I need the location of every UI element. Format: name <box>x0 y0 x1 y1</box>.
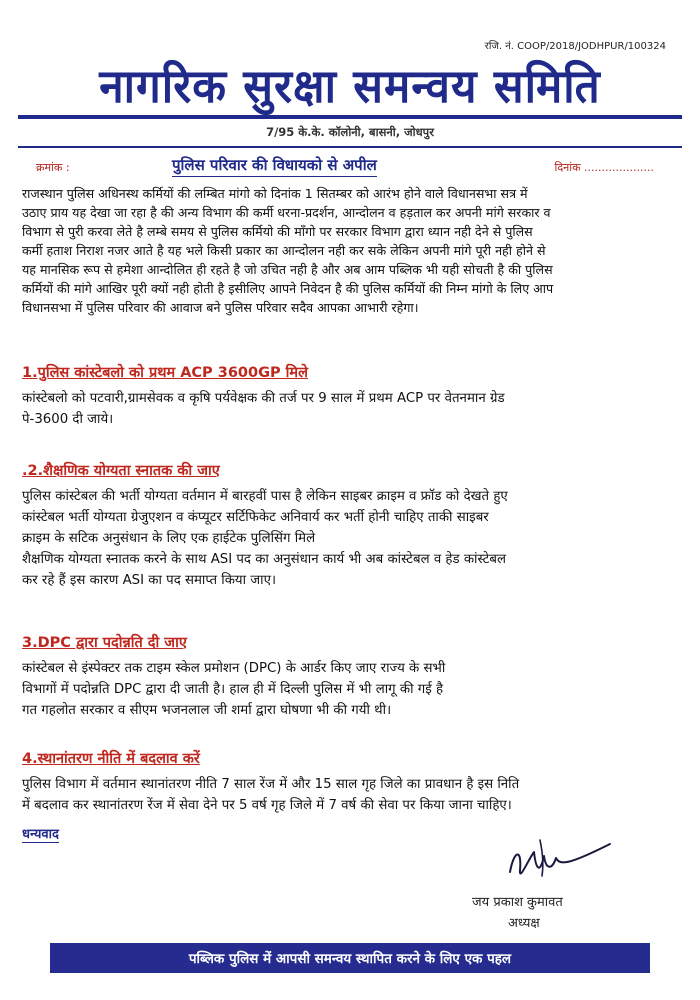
intro-line: विभाग से पुरी करवा लेते है लम्बे समय से पुलिस कर्मियो की माँगो पर सरकार विभाग द्वारा ध्यान नही देने से पुलिस <box>22 224 533 239</box>
footer-banner <box>50 943 650 973</box>
signer-title: अध्यक्ष <box>508 916 540 931</box>
demand-line: विभागों में पदोन्नति DPC द्वारा दी जाती है। हाल ही में दिल्ली पुलिस में भी लागू की गई है <box>22 682 444 697</box>
header-divider <box>18 115 682 119</box>
demand-line: गत गहलोत सरकार व सीएम भजनलाल जी शर्मा द्वारा घोषणा भी की गयी थी। <box>22 703 392 718</box>
demand-heading: 4.स्थानांतरण नीति में बदलाव करें <box>22 751 200 767</box>
demand-body <box>22 774 682 816</box>
demand-body <box>22 486 682 591</box>
footer-text: पब्लिक पुलिस में आपसी समन्वय स्थापित करने के लिए एक पहल <box>188 951 512 967</box>
demand-section-2 <box>22 460 682 591</box>
signature-icon <box>500 830 620 890</box>
intro-line: राजस्थान पुलिस अधिनस्थ कर्मियों की लम्बित मांगो को दिनांक 1 सितम्बर को आरंभ होने वाले विधानसभा सत्र में <box>22 186 528 201</box>
intro-paragraph <box>22 184 680 317</box>
demand-heading: .2.शैक्षणिक योग्यता स्नातक की जाए <box>22 463 220 479</box>
demand-line: कांस्टेबलो को पटवारी,ग्रामसेवक व कृषि पर्यवेक्षक की तर्ज पर 9 साल में प्रथम ACP पर वेतनमान ग्रेड <box>22 391 505 406</box>
organization-address: 7/95 के.के. कॉलोनी, बासनी, जोधपुर <box>266 125 434 139</box>
demand-section-1 <box>22 362 682 430</box>
intro-line: कर्मी हताश निराश नजर आते है यह भले किसी प्रकार का आन्दोलन नही कर सके लेकिन अपनी मांगे पूरी नही होने से <box>22 243 546 258</box>
intro-line: कर्मियों की मांगे आखिर पूरी क्यों नही होती है इसीलिए आपने निवेदन है की पुलिस कर्मियों की निम्न मांगो के लिए आप <box>22 281 554 296</box>
organization-name: नागरिक सुरक्षा समन्वय समिति <box>99 59 601 114</box>
date-label: दिनांक .................... <box>554 161 654 174</box>
demand-body <box>22 658 682 721</box>
demand-heading: 3.DPC द्वारा पदोन्नति दी जाए <box>22 635 187 651</box>
registration-number: रजि. नं. COOP/2018/JODHPUR/100324 <box>484 41 666 52</box>
demand-heading: 1.पुलिस कांस्टेबलो को प्रथम ACP 3600GP मिले <box>22 365 308 381</box>
intro-line: यह मानसिक रूप से हमेशा आन्दोलित ही रहते है जो उचित नही है और अब आम पब्लिक भी यही सोचती है की पुलिस <box>22 262 553 277</box>
intro-line: उठाए प्राय यह देखा जा रहा है की अन्य विभाग की कर्मी धरना-प्रदर्शन, आन्दोलन व हड़ताल कर अपनी मांगे सरकार व <box>22 205 551 220</box>
intro-line: विधानसभा में पुलिस परिवार की आवाज बने पुलिस परिवार सदैव आपका आभारी रहेगा। <box>22 300 419 315</box>
demand-section-3 <box>22 632 682 721</box>
reference-number-label: क्रमांक : <box>36 161 70 174</box>
signer-name: जय प्रकाश कुमावत <box>472 895 563 910</box>
demand-line: क्राइम के सटिक अनुसंधान के लिए एक हाईटेक पुलिसिंग मिले <box>22 531 316 546</box>
demand-line: शैक्षणिक योग्यता स्नातक करने के साथ ASI पद का अनुसंधान कार्य भी अब कांस्टेबल व हेड कांस्टेबल <box>22 552 506 567</box>
demand-line: कांस्टेबल से इंस्पेक्टर तक टाइम स्केल प्रमोशन (DPC) के आर्डर किए जाए राज्य के सभी <box>22 661 446 676</box>
demand-body <box>22 388 682 430</box>
address-divider <box>18 146 682 148</box>
demand-section-4 <box>22 748 682 816</box>
demand-line: पुलिस कांस्टेबल की भर्ती योग्यता वर्तमान में बारहवीं पास है लेकिन साइबर क्राइम व फ्रॉड को देखते हुए <box>22 489 508 504</box>
demand-line: पुलिस विभाग में वर्तमान स्थानांतरण नीति 7 साल रेंज में और 15 साल गृह जिले का प्रावधान है इस निति <box>22 777 520 792</box>
thanks-note: धन्यवाद <box>22 824 59 843</box>
demand-line: कर रहे हैं इस कारण ASI का पद समाप्त किया जाए। <box>22 573 277 588</box>
demand-line: पे-3600 दी जाये। <box>22 412 114 427</box>
demand-line: में बदलाव कर स्थानांतरण रेंज में सेवा देने पर 5 वर्ष गृह जिले में 7 वर्ष की सेवा पर किया जाना चाहिए। <box>22 798 512 813</box>
letter-subject: पुलिस परिवार की विधायको से अपील <box>172 155 377 177</box>
demand-line: कांस्टेबल भर्ती योग्यता ग्रेजुएशन व कंप्यूटर सर्टिफिकेट अनिवार्य कर भर्ती होनी चाहिए ताकी साइबर <box>22 510 489 525</box>
